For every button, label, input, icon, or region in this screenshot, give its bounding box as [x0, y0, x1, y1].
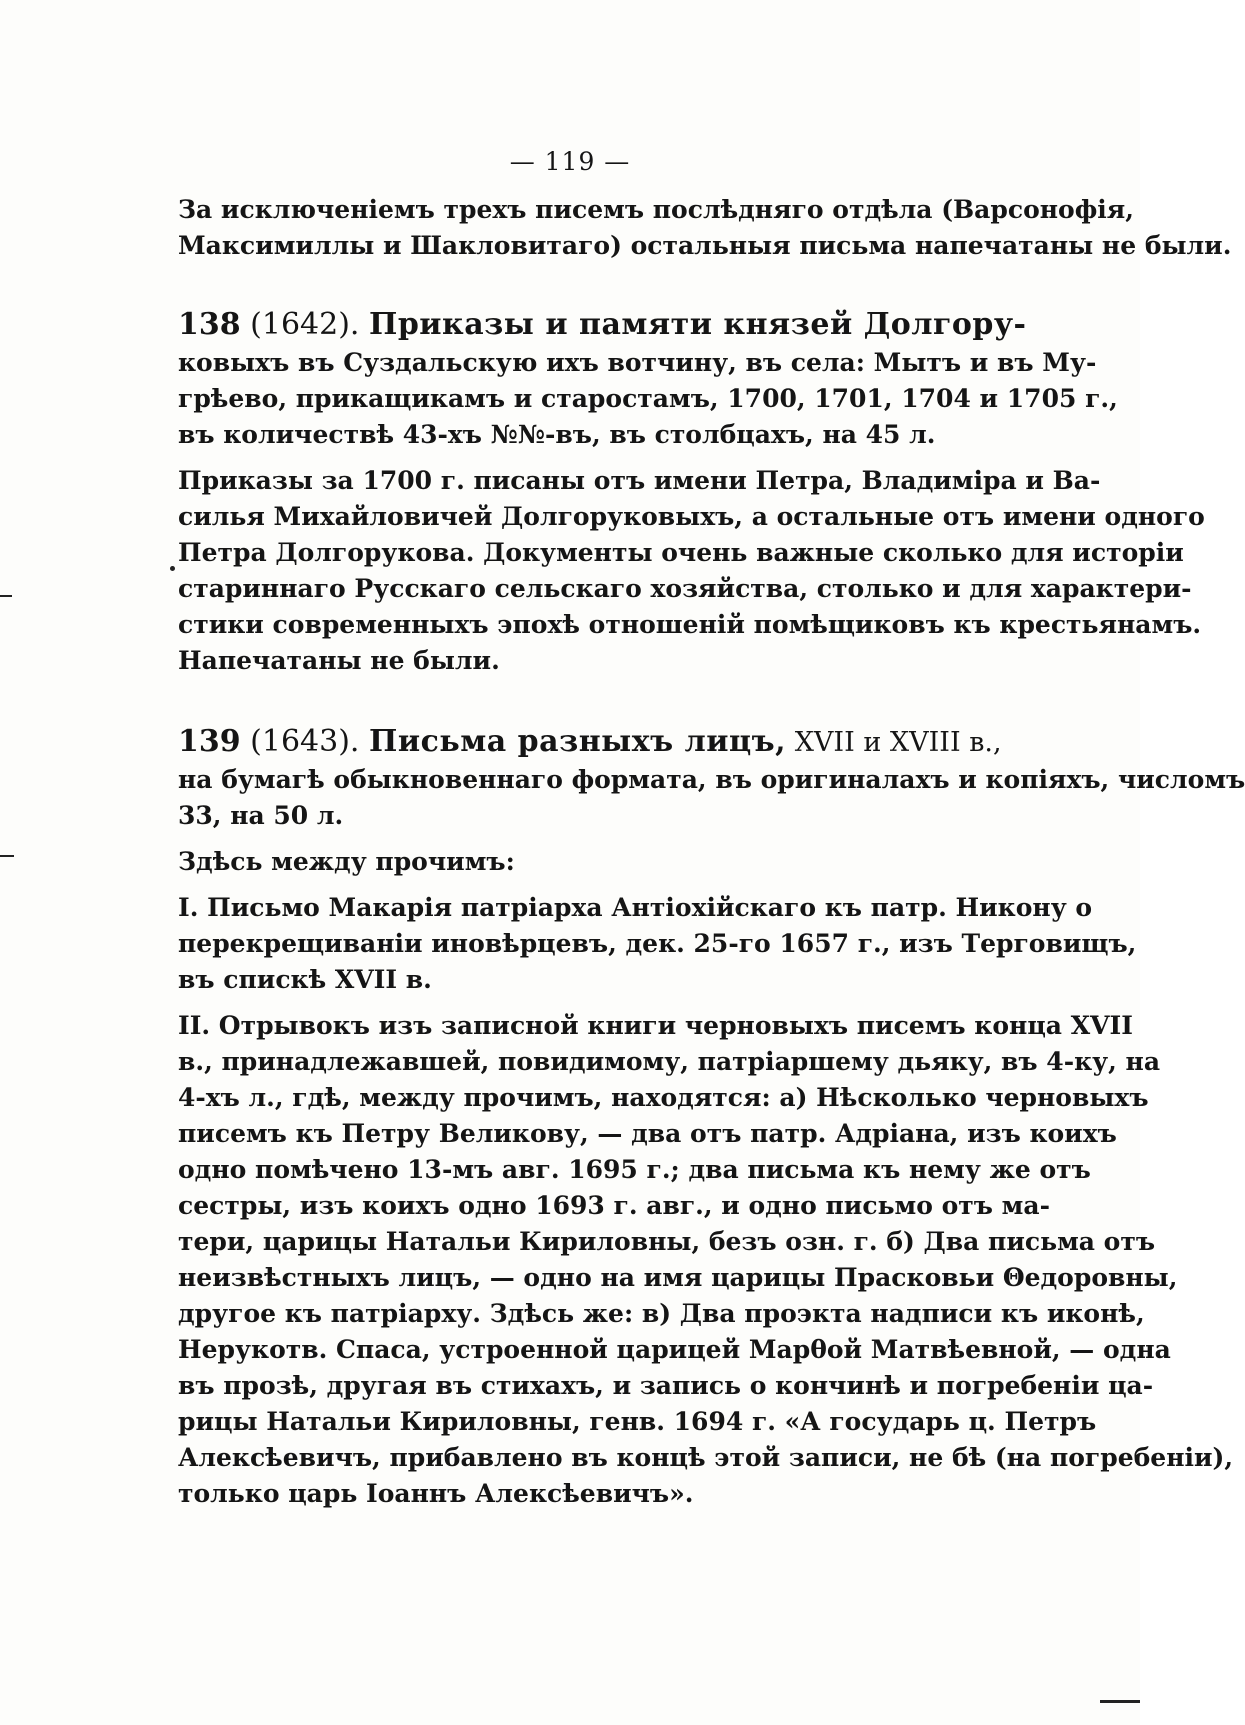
- margin-mark: [1100, 1700, 1140, 1703]
- text-line: в., принадлежавшей, повидимому, патріаршему дьяку, въ 4-ку, на: [178, 1047, 1161, 1076]
- entry-year: (1643).: [240, 724, 369, 759]
- text-line: на бумагѣ обыкновеннаго формата, въ оригиналахъ и копіяхъ, числомъ: [178, 765, 1245, 794]
- text-line: Максимиллы и Шакловитаго) остальныя письма напечатаны не были.: [178, 231, 1232, 260]
- text-line: Петра Долгорукова. Документы очень важные сколько для исторіи: [178, 538, 1184, 567]
- text-line: силья Михайловичей Долгоруковыхъ, а остальные отъ имени одного: [178, 502, 1205, 531]
- text-line: рицы Натальи Кириловны, генв. 1694 г. «А государь ц. Петръ: [178, 1407, 1097, 1436]
- text-line: сестры, изъ коихъ одно 1693 г. авг., и одно письмо отъ ма-: [178, 1191, 1050, 1220]
- text-line: 33, на 50 л.: [178, 801, 344, 830]
- entry-number: 138: [178, 307, 241, 342]
- text-line: только царь Іоаннъ Алексѣевичъ».: [178, 1479, 694, 1508]
- text-line: другое къ патріарху. Здѣсь же: в) Два проэкта надписи къ иконѣ,: [178, 1299, 1145, 1328]
- entry-138: [178, 305, 1205, 679]
- entry-year: (1642).: [240, 307, 369, 342]
- entry-number: 139: [178, 724, 241, 759]
- margin-mark: [0, 855, 14, 857]
- text-line: I. Письмо Макарія патріарха Антіохійскаго къ патр. Никону о: [178, 893, 1093, 922]
- text-line: стики современныхъ эпохѣ отношеній помѣщиковъ къ крестьянамъ.: [178, 610, 1202, 639]
- text-line: Алексѣевичъ, прибавлено въ концѣ этой записи, не бѣ (на погребеніи),: [178, 1443, 1234, 1472]
- text-line: Здѣсь между прочимъ:: [178, 847, 515, 876]
- text-line: Нерукотв. Спаса, устроенной царицей Марθой Матвѣевной, — одна: [178, 1335, 1171, 1364]
- text-line: стариннаго Русскаго сельскаго хозяйства, столько и для характери-: [178, 574, 1192, 603]
- text-line: въ количествѣ 43-хъ №№-въ, въ столбцахъ, на 45 л.: [178, 420, 936, 449]
- intro-paragraph: [178, 192, 1232, 264]
- entry-139: [178, 722, 1245, 1512]
- text-line: писемъ къ Петру Великову, — два отъ патр. Адріана, изъ коихъ: [178, 1119, 1117, 1148]
- text-line: Напечатаны не были.: [178, 646, 500, 675]
- text-line: перекрещиваніи иновѣрцевъ, дек. 25-го 1657 г., изъ Терговищъ,: [178, 929, 1137, 958]
- text-line: въ прозѣ, другая въ стихахъ, и запись о кончинѣ и погребеніи ца-: [178, 1371, 1154, 1400]
- entry-title-tail: XVII и XVIII в.,: [786, 727, 1002, 758]
- text-line: тери, царицы Натальи Кириловны, безъ озн. г. б) Два письма отъ: [178, 1227, 1156, 1256]
- entry-title: Письма разныхъ лицъ,: [369, 724, 787, 759]
- margin-mark: [0, 595, 12, 597]
- text-line: въ спискѣ XVII в.: [178, 965, 432, 994]
- entry-heading: [178, 305, 1027, 345]
- margin-dot: [170, 566, 175, 571]
- entry-title: Приказы и памяти князей Долгору-: [369, 307, 1027, 342]
- text-line: грѣево, прикащикамъ и старостамъ, 1700, 1701, 1704 и 1705 г.,: [178, 384, 1118, 413]
- text-line: II. Отрывокъ изъ записной книги черновыхъ писемъ конца XVII: [178, 1011, 1133, 1040]
- text-line: ковыхъ въ Суздальскую ихъ вотчину, въ села: Мытъ и въ Му-: [178, 348, 1097, 377]
- entry-heading: [178, 722, 1002, 762]
- text-line: одно помѣчено 13-мъ авг. 1695 г.; два письма къ нему же отъ: [178, 1155, 1091, 1184]
- page-number: — 119 —: [509, 147, 631, 176]
- text-line: За исключеніемъ трехъ писемъ послѣдняго отдѣла (Варсонофія,: [178, 195, 1134, 224]
- text-line: Приказы за 1700 г. писаны отъ имени Петра, Владиміра и Ва-: [178, 466, 1101, 495]
- text-line: 4-хъ л., гдѣ, между прочимъ, находятся: а) Нѣсколько черновыхъ: [178, 1083, 1149, 1112]
- text-line: неизвѣстныхъ лицъ, — одно на имя царицы Прасковьи Θедоровны,: [178, 1263, 1178, 1292]
